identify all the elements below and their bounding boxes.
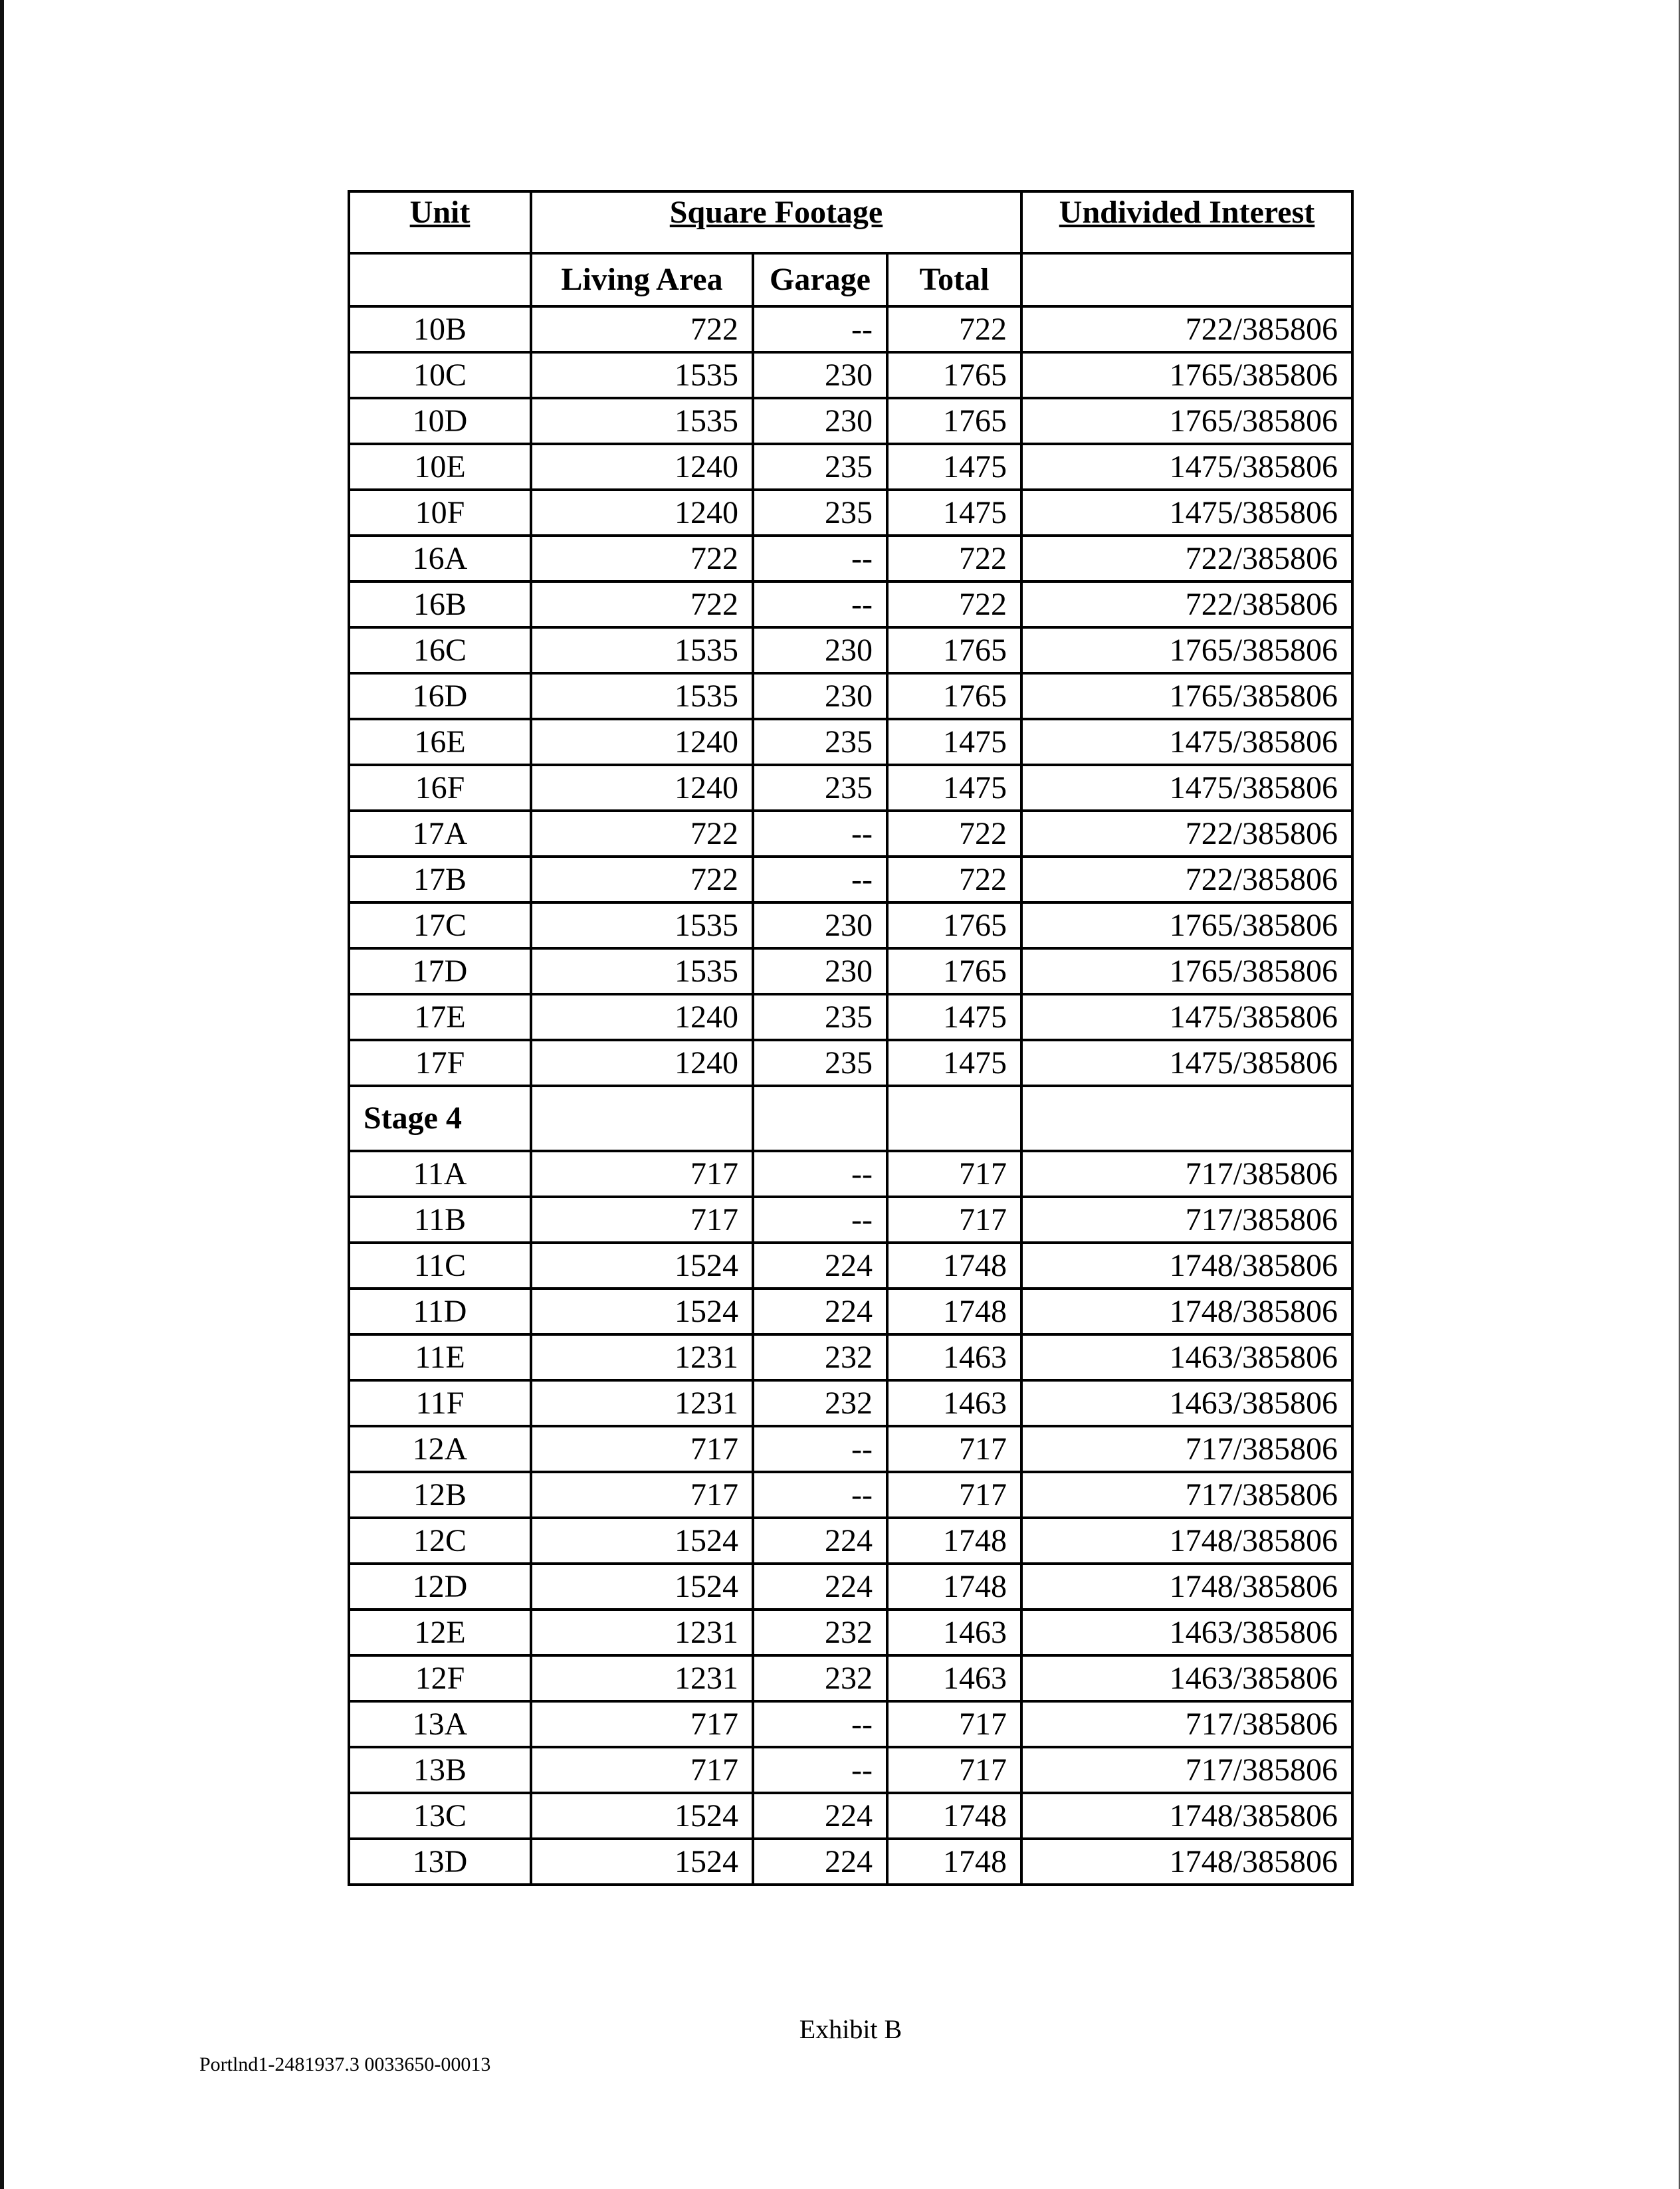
interest-cell: 717/385806 [1021, 1197, 1352, 1243]
interest-cell: 722/385806 [1021, 536, 1352, 581]
garage-cell: 224 [753, 1243, 887, 1289]
total-cell: 717 [887, 1151, 1021, 1197]
living-area-cell: 1535 [531, 902, 753, 948]
living-area-cell: 1524 [531, 1243, 753, 1289]
garage-cell: 224 [753, 1839, 887, 1885]
interest-cell: 1475/385806 [1021, 994, 1352, 1040]
living-area-cell: 717 [531, 1426, 753, 1472]
interest-cell: 1765/385806 [1021, 627, 1352, 673]
interest-cell: 1748/385806 [1021, 1518, 1352, 1564]
header-row-primary [349, 191, 1352, 253]
table-row [349, 1701, 1352, 1747]
unit-interest-table [348, 190, 1354, 1886]
table-body [349, 306, 1352, 1885]
unit-cell: 12D [349, 1564, 531, 1610]
total-cell: 1748 [887, 1518, 1021, 1564]
interest-cell: 1765/385806 [1021, 902, 1352, 948]
table-row [349, 1334, 1352, 1380]
total-cell: 1765 [887, 627, 1021, 673]
header-square-footage: Square Footage [531, 191, 1021, 253]
interest-cell: 722/385806 [1021, 811, 1352, 857]
unit-cell: 11C [349, 1243, 531, 1289]
total-cell: 717 [887, 1747, 1021, 1793]
unit-cell: 16B [349, 581, 531, 627]
living-area-cell: 1535 [531, 948, 753, 994]
unit-cell: 11F [349, 1380, 531, 1426]
interest-cell: 1765/385806 [1021, 948, 1352, 994]
garage-cell: -- [753, 811, 887, 857]
total-cell: 1765 [887, 948, 1021, 994]
living-area-cell: 722 [531, 536, 753, 581]
living-area-cell: 1524 [531, 1564, 753, 1610]
garage-cell: 232 [753, 1380, 887, 1426]
garage-cell: 224 [753, 1289, 887, 1334]
total-cell: 1463 [887, 1655, 1021, 1701]
table-row [349, 1610, 1352, 1655]
garage-cell: -- [753, 1747, 887, 1793]
garage-cell: -- [753, 857, 887, 902]
garage-cell: -- [753, 306, 887, 352]
stage-empty-cell [1021, 1086, 1352, 1151]
table-row [349, 398, 1352, 444]
living-area-cell: 1524 [531, 1518, 753, 1564]
total-cell: 1765 [887, 902, 1021, 948]
table-row [349, 857, 1352, 902]
garage-cell: 232 [753, 1610, 887, 1655]
garage-cell: 230 [753, 627, 887, 673]
total-cell: 1748 [887, 1564, 1021, 1610]
unit-cell: 10F [349, 490, 531, 536]
total-cell: 722 [887, 811, 1021, 857]
stage-empty-cell [887, 1086, 1021, 1151]
unit-cell: 10C [349, 352, 531, 398]
garage-cell: -- [753, 581, 887, 627]
unit-cell: 12F [349, 1655, 531, 1701]
total-cell: 1463 [887, 1334, 1021, 1380]
exhibit-label: Exhibit B [799, 2014, 902, 2044]
garage-cell: -- [753, 1701, 887, 1747]
interest-cell: 1765/385806 [1021, 352, 1352, 398]
total-cell: 717 [887, 1197, 1021, 1243]
living-area-cell: 717 [531, 1472, 753, 1518]
interest-cell: 1463/385806 [1021, 1380, 1352, 1426]
total-cell: 1748 [887, 1243, 1021, 1289]
total-cell: 1765 [887, 673, 1021, 719]
living-area-cell: 722 [531, 857, 753, 902]
unit-cell: 13A [349, 1701, 531, 1747]
unit-cell: 16D [349, 673, 531, 719]
table-row [349, 627, 1352, 673]
unit-cell: 16C [349, 627, 531, 673]
interest-cell: 1475/385806 [1021, 719, 1352, 765]
table-row [349, 902, 1352, 948]
total-cell: 1475 [887, 994, 1021, 1040]
living-area-cell: 1240 [531, 1040, 753, 1086]
unit-cell: 17A [349, 811, 531, 857]
total-cell: 1475 [887, 1040, 1021, 1086]
living-area-cell: 1231 [531, 1380, 753, 1426]
interest-cell: 722/385806 [1021, 306, 1352, 352]
living-area-cell: 1535 [531, 673, 753, 719]
header-row-secondary [349, 253, 1352, 306]
living-area-cell: 722 [531, 306, 753, 352]
unit-cell: 11B [349, 1197, 531, 1243]
unit-cell: 17F [349, 1040, 531, 1086]
living-area-cell: 1535 [531, 352, 753, 398]
living-area-cell: 1240 [531, 719, 753, 765]
garage-cell: 224 [753, 1793, 887, 1839]
interest-cell: 722/385806 [1021, 581, 1352, 627]
unit-cell: 17C [349, 902, 531, 948]
table-row [349, 1518, 1352, 1564]
living-area-cell: 1240 [531, 994, 753, 1040]
interest-cell: 1748/385806 [1021, 1564, 1352, 1610]
stage-empty-cell [531, 1086, 753, 1151]
garage-cell: 235 [753, 444, 887, 490]
living-area-cell: 1240 [531, 765, 753, 811]
table-row [349, 1289, 1352, 1334]
garage-cell: -- [753, 1472, 887, 1518]
total-cell: 722 [887, 857, 1021, 902]
interest-cell: 1463/385806 [1021, 1334, 1352, 1380]
unit-cell: 17E [349, 994, 531, 1040]
table-row [349, 1747, 1352, 1793]
table-row [349, 1793, 1352, 1839]
living-area-cell: 717 [531, 1747, 753, 1793]
living-area-cell: 1231 [531, 1655, 753, 1701]
interest-cell: 1475/385806 [1021, 490, 1352, 536]
total-cell: 1765 [887, 398, 1021, 444]
unit-cell: 12A [349, 1426, 531, 1472]
interest-cell: 1748/385806 [1021, 1289, 1352, 1334]
total-cell: 1475 [887, 444, 1021, 490]
header-blank [349, 253, 531, 306]
total-cell: 1475 [887, 719, 1021, 765]
stage-empty-cell [753, 1086, 887, 1151]
interest-cell: 1748/385806 [1021, 1839, 1352, 1885]
stage-label: Stage 4 [349, 1086, 531, 1151]
table-row [349, 948, 1352, 994]
unit-cell: 11A [349, 1151, 531, 1197]
living-area-cell: 1231 [531, 1334, 753, 1380]
unit-cell: 13C [349, 1793, 531, 1839]
interest-cell: 1748/385806 [1021, 1793, 1352, 1839]
unit-cell: 11D [349, 1289, 531, 1334]
table-row [349, 1243, 1352, 1289]
header-unit: Unit [349, 191, 531, 253]
interest-cell: 1475/385806 [1021, 444, 1352, 490]
unit-cell: 12C [349, 1518, 531, 1564]
garage-cell: 224 [753, 1564, 887, 1610]
interest-cell: 717/385806 [1021, 1701, 1352, 1747]
unit-cell: 13B [349, 1747, 531, 1793]
garage-cell: 230 [753, 673, 887, 719]
garage-cell: -- [753, 536, 887, 581]
total-cell: 1765 [887, 352, 1021, 398]
table-row [349, 1564, 1352, 1610]
table-row [349, 352, 1352, 398]
table-row [349, 306, 1352, 352]
header-garage: Garage [753, 253, 887, 306]
total-cell: 717 [887, 1426, 1021, 1472]
table-row [349, 1472, 1352, 1518]
living-area-cell: 717 [531, 1151, 753, 1197]
header-total: Total [887, 253, 1021, 306]
table-row [349, 994, 1352, 1040]
unit-cell: 16E [349, 719, 531, 765]
table-row [349, 536, 1352, 581]
total-cell: 1475 [887, 765, 1021, 811]
living-area-cell: 717 [531, 1701, 753, 1747]
interest-cell: 722/385806 [1021, 857, 1352, 902]
interest-cell: 717/385806 [1021, 1151, 1352, 1197]
total-cell: 1463 [887, 1610, 1021, 1655]
interest-cell: 717/385806 [1021, 1747, 1352, 1793]
interest-cell: 1475/385806 [1021, 765, 1352, 811]
unit-cell: 17D [349, 948, 531, 994]
unit-cell: 16A [349, 536, 531, 581]
living-area-cell: 1535 [531, 627, 753, 673]
garage-cell: 232 [753, 1334, 887, 1380]
living-area-cell: 1231 [531, 1610, 753, 1655]
living-area-cell: 722 [531, 811, 753, 857]
garage-cell: 235 [753, 994, 887, 1040]
living-area-cell: 1524 [531, 1793, 753, 1839]
interest-cell: 1765/385806 [1021, 673, 1352, 719]
garage-cell: 235 [753, 1040, 887, 1086]
living-area-cell: 722 [531, 581, 753, 627]
document-id: Portlnd1-2481937.3 0033650-00013 [199, 2053, 491, 2075]
unit-cell: 11E [349, 1334, 531, 1380]
unit-cell: 17B [349, 857, 531, 902]
unit-cell: 16F [349, 765, 531, 811]
interest-cell: 717/385806 [1021, 1426, 1352, 1472]
living-area-cell: 1535 [531, 398, 753, 444]
table-row [349, 1380, 1352, 1426]
garage-cell: 232 [753, 1655, 887, 1701]
living-area-cell: 1524 [531, 1289, 753, 1334]
total-cell: 717 [887, 1472, 1021, 1518]
garage-cell: 235 [753, 490, 887, 536]
unit-cell: 10D [349, 398, 531, 444]
stage-row [349, 1086, 1352, 1151]
unit-cell: 12B [349, 1472, 531, 1518]
table-row [349, 719, 1352, 765]
garage-cell: 230 [753, 398, 887, 444]
header-undivided-interest: Undivided Interest [1021, 191, 1352, 253]
total-cell: 722 [887, 536, 1021, 581]
garage-cell: -- [753, 1151, 887, 1197]
garage-cell: 230 [753, 902, 887, 948]
table-row [349, 490, 1352, 536]
interest-cell: 1748/385806 [1021, 1243, 1352, 1289]
table-row [349, 765, 1352, 811]
table-row [349, 1197, 1352, 1243]
living-area-cell: 717 [531, 1197, 753, 1243]
table-row [349, 811, 1352, 857]
table-row [349, 1655, 1352, 1701]
total-cell: 722 [887, 581, 1021, 627]
total-cell: 1748 [887, 1839, 1021, 1885]
garage-cell: -- [753, 1426, 887, 1472]
garage-cell: 230 [753, 352, 887, 398]
interest-cell: 1475/385806 [1021, 1040, 1352, 1086]
garage-cell: 235 [753, 719, 887, 765]
living-area-cell: 1240 [531, 490, 753, 536]
table-row [349, 1839, 1352, 1885]
table-row [349, 581, 1352, 627]
table-row [349, 1151, 1352, 1197]
garage-cell: -- [753, 1197, 887, 1243]
table-row [349, 1426, 1352, 1472]
interest-cell: 1765/385806 [1021, 398, 1352, 444]
living-area-cell: 1524 [531, 1839, 753, 1885]
interest-cell: 717/385806 [1021, 1472, 1352, 1518]
garage-cell: 230 [753, 948, 887, 994]
garage-cell: 224 [753, 1518, 887, 1564]
total-cell: 717 [887, 1701, 1021, 1747]
header-living-area: Living Area [531, 253, 753, 306]
scan-left-edge [0, 0, 4, 2189]
total-cell: 1475 [887, 490, 1021, 536]
interest-cell: 1463/385806 [1021, 1610, 1352, 1655]
unit-cell: 10B [349, 306, 531, 352]
total-cell: 1463 [887, 1380, 1021, 1426]
unit-cell: 13D [349, 1839, 531, 1885]
header-blank-interest [1021, 253, 1352, 306]
living-area-cell: 1240 [531, 444, 753, 490]
total-cell: 722 [887, 306, 1021, 352]
table-row [349, 673, 1352, 719]
table-row [349, 444, 1352, 490]
interest-cell: 1463/385806 [1021, 1655, 1352, 1701]
unit-cell: 12E [349, 1610, 531, 1655]
total-cell: 1748 [887, 1793, 1021, 1839]
unit-cell: 10E [349, 444, 531, 490]
table-row [349, 1040, 1352, 1086]
garage-cell: 235 [753, 765, 887, 811]
total-cell: 1748 [887, 1289, 1021, 1334]
